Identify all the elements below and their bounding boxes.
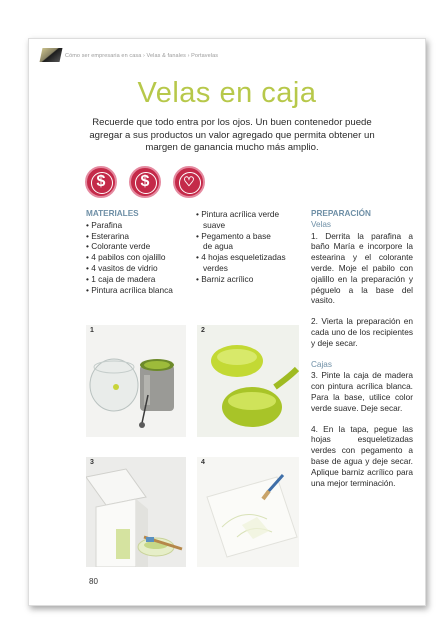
photo-step-3 (86, 457, 186, 567)
material-item: • 4 vasitos de vidrio (86, 262, 158, 273)
material-item: • 4 pabilos con ojalillo (86, 252, 166, 263)
page-title: Velas en caja (137, 77, 317, 109)
preparation (311, 209, 413, 488)
material-item: • Pegamento a base (196, 230, 271, 241)
material-item: • 4 hojas esqueletizadas (196, 252, 286, 263)
step-3: 3. Pinte la caja de madera con pintura acrílica blanca. Para la base, utilice color verde suave. Deje secar. (311, 370, 413, 413)
preparation-heading: PREPARACIÓN (311, 209, 371, 218)
photo-step-2 (197, 325, 299, 437)
photo-number: 1 (90, 327, 94, 334)
material-item: • Pintura acrílica verde (196, 209, 280, 219)
book-page (28, 38, 426, 606)
material-item: • Barniz acrílico (196, 273, 254, 284)
material-item: de agua (203, 241, 233, 252)
breadcrumb: Cómo ser empresaria en casa › Velas & fanales › Portavelas (65, 53, 219, 59)
material-item: • Colorante verde (86, 241, 151, 252)
photo-step-4 (197, 457, 299, 567)
page-number: 80 (89, 577, 98, 586)
materials-heading: MATERIALES (86, 209, 139, 218)
material-item: • Pintura acrílica blanca (86, 284, 173, 295)
photo-number: 4 (201, 459, 205, 466)
step-1: 1. Derrita la parafina a baño María e incorpore la estearina y el colorante verde. Moje el pabilo con ojalillo en la preparación y péguelo a la base del vasito. (311, 230, 413, 306)
photo-step-1 (86, 325, 186, 437)
series-logo (40, 48, 63, 62)
photo-number: 2 (201, 327, 205, 334)
subheading-velas: Velas (311, 219, 332, 229)
material-item: • Esterarina (86, 230, 130, 241)
materials-list-2 (196, 209, 308, 285)
intro-text: Recuerde que todo entra por los ojos. Un buen contenedor puede agregar a sus productos un valor agregado que permita obtener un margen de ganancia mucho más amplio. (89, 117, 375, 153)
dollar-icon: $ (85, 166, 117, 198)
material-item: verdes (203, 262, 228, 273)
heart-icon: ♡ (173, 166, 205, 198)
photo-number: 3 (90, 459, 94, 466)
dollar-icon: $ (129, 166, 161, 198)
materials-list (86, 209, 196, 295)
subheading-cajas: Cajas (311, 359, 332, 369)
step-2: 2. Vierta la preparación en cada uno de los recipientes y deje secar. (311, 316, 413, 348)
step-4: 4. En la tapa, pegue las hojas esqueletizadas verdes con pegamento a base de agua y deje secar. Aplique barniz acrílico para una mejor terminación. (311, 423, 413, 488)
material-item: • 1 caja de madera (86, 273, 156, 284)
material-item: • Parafina (86, 219, 123, 230)
material-item: suave (203, 219, 226, 230)
